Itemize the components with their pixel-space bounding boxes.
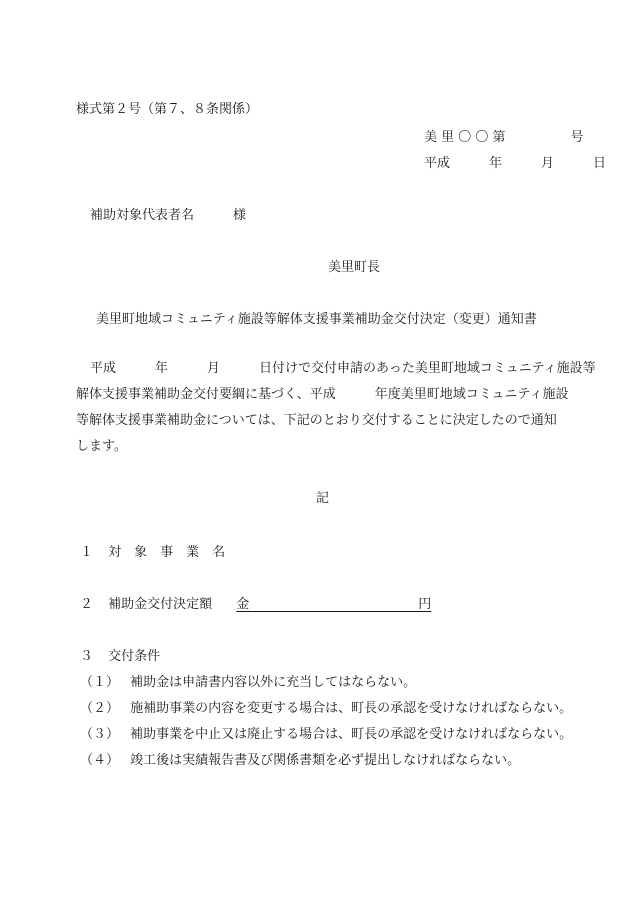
ki-heading: 記 <box>316 491 330 506</box>
condition-text: 補助事業を中止又は廃止する場合は、町長の承認を受けなければならない。 <box>130 727 573 742</box>
condition-item <box>80 754 520 767</box>
document-title: 美里町地域コミュニティ施設等解体支援事業補助金交付決定（変更）通知書 <box>96 312 537 327</box>
body-line: 解体支援事業補助金交付要綱に基づく、平成 年度美里町地域コミュニティ施設 <box>76 387 569 402</box>
item-number: １ <box>80 545 94 560</box>
condition-number: （３） <box>80 727 120 742</box>
body-line: 平成 年 月 日付けで交付申請のあった美里町地域コミュニティ施設等 <box>90 361 596 376</box>
item-label: 補助金交付決定額 <box>108 597 213 612</box>
condition-text: 補助金は申請書内容以外に充当してはならない。 <box>130 675 417 690</box>
condition-text: 施補助事業の内容を変更する場合は、町長の承認を受けなければならない。 <box>130 701 573 716</box>
addressee: 補助対象代表者名 様 <box>90 208 247 223</box>
condition-item <box>80 728 572 741</box>
condition-text: 竣工後は実績報告書及び関係書類を必ず提出しなければならない。 <box>130 753 521 768</box>
item-grant-amount <box>80 598 431 611</box>
item-number: ３ <box>80 649 94 664</box>
form-label: 様式第２号（第７、８条関係） <box>76 102 259 117</box>
amount-field: 金 円 <box>236 597 432 612</box>
body-line: 等解体支援事業補助金については、下記のとおり交付することに決定したので通知 <box>76 413 557 428</box>
condition-item <box>80 702 572 715</box>
condition-number: （１） <box>80 675 120 690</box>
item-conditions <box>80 650 160 663</box>
condition-number: （２） <box>80 701 120 716</box>
item-label: 対 象 事 業 名 <box>108 545 226 560</box>
document-number: 美 里 〇 〇 第 号 <box>424 130 584 145</box>
document-date: 平成 年 月 日 <box>424 156 607 171</box>
condition-item <box>80 676 416 689</box>
item-number: ２ <box>80 597 94 612</box>
item-target-project <box>80 546 225 559</box>
body-line: します。 <box>76 439 127 454</box>
sender: 美里町長 <box>328 260 381 275</box>
item-label: 交付条件 <box>108 649 161 664</box>
condition-number: （４） <box>80 753 120 768</box>
